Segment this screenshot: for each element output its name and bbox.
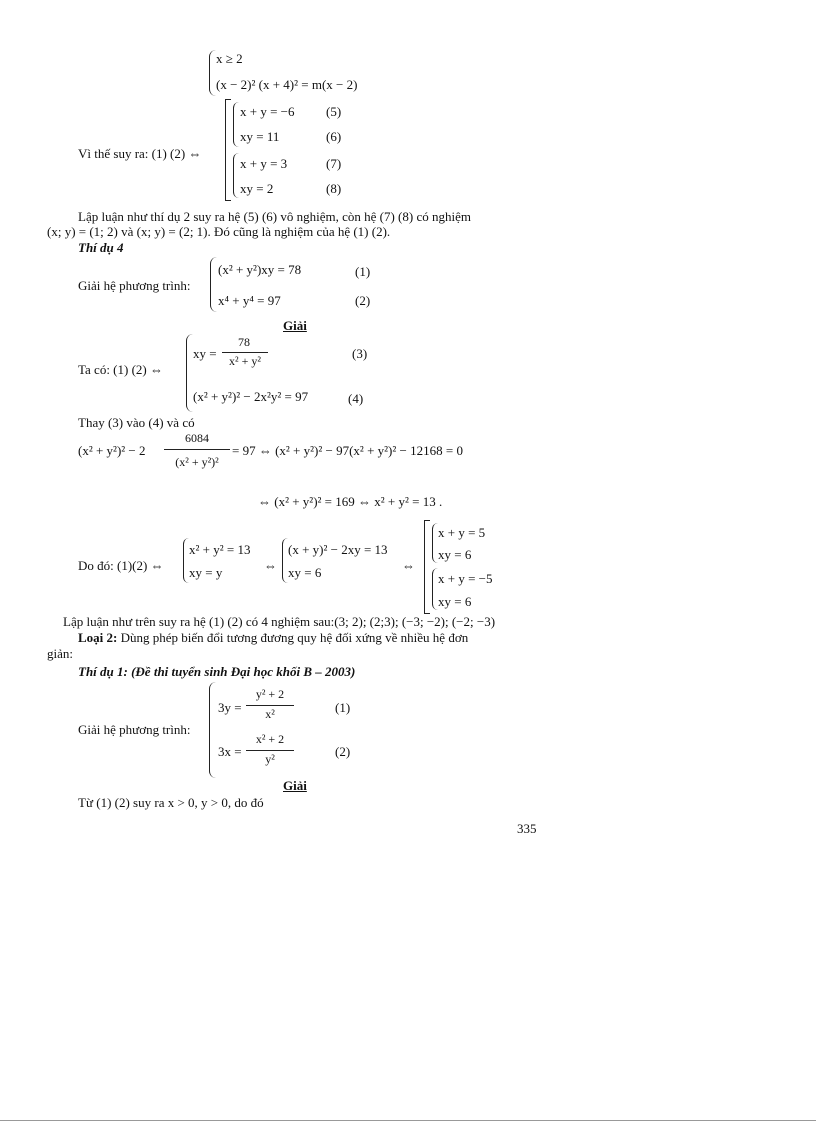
- math-line: 3y =: [218, 700, 242, 715]
- math-line: xy = 6: [438, 547, 472, 562]
- fraction-denominator: x² + y²: [229, 354, 261, 368]
- text-line: Do đó: (1)(2) ⇔: [78, 558, 164, 573]
- text-line: Vì thế suy ra: (1) (2) ⇔: [78, 146, 202, 161]
- equivalence-arrow: ⇔: [264, 558, 277, 573]
- brace: [209, 50, 216, 96]
- math-line: xy = 11: [240, 129, 280, 144]
- paragraph-line: giản:: [47, 646, 73, 661]
- equivalence-arrow: ⇔: [402, 558, 415, 573]
- math-line: ⇔ (x² + y²)² = 169 ⇔ x² + y² = 13 .: [258, 494, 443, 509]
- math-line: xy =: [193, 346, 217, 361]
- text-line: Giải hệ phương trình:: [78, 278, 191, 293]
- section-label: Loại 2:: [78, 630, 118, 645]
- brace: [233, 102, 239, 147]
- example-heading: Thí dụ 1: (Đề thi tuyển sinh Đại học khối B – 2003): [78, 664, 356, 679]
- equation-number: (7): [326, 156, 342, 171]
- math-line: x + y = 5: [438, 525, 486, 540]
- paragraph-line: [78, 630, 468, 645]
- math-line: xy = 6: [438, 594, 472, 609]
- paragraph-line: (x; y) = (1; 2) và (x; y) = (2; 1). Đó cũng là nghiệm của hệ (1) (2).: [47, 224, 391, 239]
- paragraph-line: Từ (1) (2) suy ra x > 0, y > 0, do đó: [78, 795, 264, 810]
- paragraph-line: Lập luận như thí dụ 2 suy ra hệ (5) (6) vô nghiệm, còn hệ (7) (8) có nghiệm: [78, 209, 471, 224]
- bottom-divider: [0, 1120, 816, 1121]
- equation-number: (1): [335, 700, 351, 715]
- fraction-bar: [246, 705, 294, 706]
- math-line: xy = 2: [240, 181, 274, 196]
- equation-number: (2): [335, 744, 351, 759]
- text-line: Ta có: (1) (2) ⇔: [78, 362, 164, 377]
- example-heading: Thí dụ 4: [78, 240, 124, 255]
- solution-heading: Giải: [283, 778, 307, 793]
- math-line: = 97 ⇔ (x² + y²)² − 97(x² + y²)² − 12168 = 0: [232, 443, 463, 458]
- equation-number: (1): [355, 264, 371, 279]
- equation-number: (2): [355, 293, 371, 308]
- page-number: 335: [517, 821, 537, 836]
- fraction-denominator: x²: [265, 707, 275, 721]
- math-line: x⁴ + y⁴ = 97: [218, 293, 281, 308]
- text-line: Giải hệ phương trình:: [78, 722, 191, 737]
- math-line: (x² + y²)² − 2: [78, 443, 146, 458]
- equation-number: (4): [348, 391, 364, 406]
- fraction-numerator: x² + 2: [255, 732, 285, 746]
- math-line: x + y = 3: [240, 156, 288, 171]
- math-line: (x + y)² − 2xy = 13: [288, 542, 388, 557]
- math-line: x + y = −6: [240, 104, 295, 119]
- math-line: x + y = −5: [438, 571, 493, 586]
- text-line: Thay (3) vào (4) và có: [78, 415, 195, 430]
- math-line: xy = 6: [288, 565, 322, 580]
- fraction-denominator: y²: [265, 752, 275, 766]
- section-text: Dùng phép biến đổi tương đương quy hệ đối xứng về nhiều hệ đơn: [117, 630, 469, 645]
- fraction-numerator: y² + 2: [255, 687, 285, 701]
- fraction-bar: [164, 449, 230, 450]
- solution-heading: Giải: [283, 318, 307, 333]
- fraction-numerator: 6084: [185, 431, 209, 445]
- math-line: x ≥ 2: [216, 51, 243, 66]
- brace: [186, 334, 193, 412]
- paragraph-line: Lập luận như trên suy ra hệ (1) (2) có 4 nghiệm sau:(3; 2); (2;3); (−3; −2); (−2; −3): [63, 614, 496, 629]
- bracket: [225, 99, 231, 201]
- math-line: (x − 2)² (x + 4)² = m(x − 2): [216, 77, 358, 92]
- math-line: 3x =: [218, 744, 242, 759]
- fraction-numerator: 78: [238, 335, 250, 349]
- math-line: (x² + y²)² − 2x²y² = 97: [193, 389, 309, 404]
- fraction-denominator: (x² + y²)²: [175, 455, 219, 469]
- equation-number: (5): [326, 104, 342, 119]
- brace: [209, 682, 216, 778]
- bracket: [424, 520, 430, 614]
- equation-number: (6): [326, 129, 342, 144]
- fraction-bar: [246, 750, 294, 751]
- fraction-bar: [222, 352, 268, 353]
- brace: [210, 257, 217, 312]
- equation-number: (3): [352, 346, 368, 361]
- equation-number: (8): [326, 181, 342, 196]
- math-line: x² + y² = 13: [189, 542, 251, 557]
- math-line: xy = y: [189, 565, 223, 580]
- brace: [233, 153, 239, 198]
- math-line: (x² + y²)xy = 78: [218, 262, 302, 277]
